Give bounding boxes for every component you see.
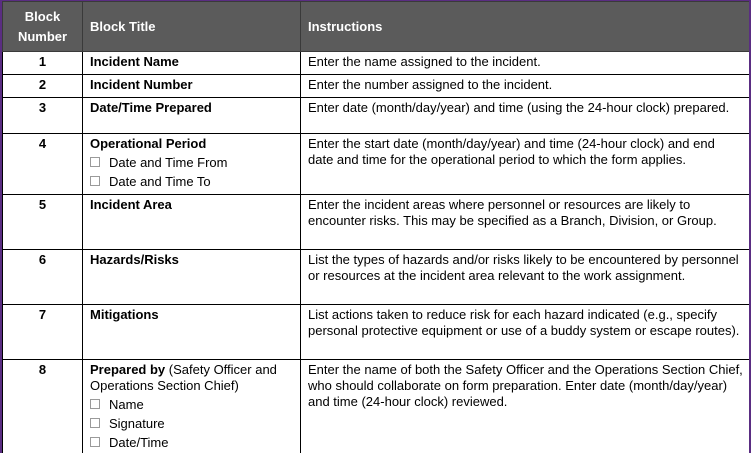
header-block-title: Block Title: [83, 2, 301, 52]
checkbox-icon: [90, 418, 100, 428]
checkbox-icon: [90, 157, 100, 167]
sub-item: [90, 174, 294, 190]
table-row: [3, 52, 750, 75]
block-instructions: List the types of hazards and/or risks likely to be encountered by personnel or resources at the incident area relevant to the work assignment.: [301, 250, 750, 305]
block-instructions: Enter the incident areas where personnel or resources are likely to encounter risks. This may be specified as a Branch, Division, or Group.: [301, 195, 750, 250]
table-row: [3, 305, 750, 360]
sub-item-label: Date and Time To: [109, 174, 211, 189]
block-instructions: Enter the name assigned to the incident.: [301, 52, 750, 75]
block-instructions: Enter the number assigned to the incident.: [301, 75, 750, 98]
sub-item-label: Date/Time: [109, 435, 169, 450]
table-row: [3, 98, 750, 134]
block-title: Prepared by: [90, 362, 166, 377]
block-number: 6: [3, 250, 83, 305]
table-row: [3, 250, 750, 305]
checkbox-icon: [90, 437, 100, 447]
table-row: [3, 195, 750, 250]
block-number: 4: [3, 134, 83, 195]
sub-item: [90, 416, 294, 432]
block-title: Hazards/Risks: [83, 250, 301, 305]
block-title: Incident Area: [83, 195, 301, 250]
block-title-note: (Safety Officer and Operations Section Chief): [90, 362, 277, 393]
sub-item-label: Signature: [109, 416, 165, 431]
sub-item-label: Name: [109, 397, 144, 412]
block-number: 1: [3, 52, 83, 75]
block-number: 3: [3, 98, 83, 134]
checkbox-icon: [90, 399, 100, 409]
block-instructions: Enter date (month/day/year) and time (using the 24-hour clock) prepared.: [301, 98, 750, 134]
block-number: 2: [3, 75, 83, 98]
sub-item-label: Date and Time From: [109, 155, 228, 170]
checkbox-icon: [90, 176, 100, 186]
header-row: [3, 2, 750, 52]
block-title-cell: [83, 134, 301, 195]
block-instructions: List actions taken to reduce risk for each hazard indicated (e.g., specify personal protective equipment or use of a buddy system or escape routes).: [301, 305, 750, 360]
sub-item: [90, 435, 294, 451]
block-title: Mitigations: [83, 305, 301, 360]
block-title: Incident Name: [83, 52, 301, 75]
sub-item: [90, 397, 294, 413]
block-instructions: Enter the name of both the Safety Officer and the Operations Section Chief, who should collaborate on form preparation. Enter date (month/day/year) and time (24-hour clock) reviewed.: [301, 360, 750, 453]
block-title-cell: [83, 360, 301, 453]
table-row: [3, 360, 750, 453]
sub-item: [90, 155, 294, 171]
block-instructions: Enter the start date (month/day/year) and time (24-hour clock) and end date and time for the operational period to which the form applies.: [301, 134, 750, 195]
block-title: Operational Period: [90, 136, 207, 151]
block-title: Date/Time Prepared: [83, 98, 301, 134]
header-instructions: Instructions: [301, 2, 750, 52]
block-number: 8: [3, 360, 83, 453]
table-row: [3, 75, 750, 98]
block-number: 7: [3, 305, 83, 360]
header-block-number: Block Number: [3, 2, 83, 52]
table-row: [3, 134, 750, 195]
instructions-table: [2, 1, 750, 453]
block-title: Incident Number: [83, 75, 301, 98]
block-number: 5: [3, 195, 83, 250]
